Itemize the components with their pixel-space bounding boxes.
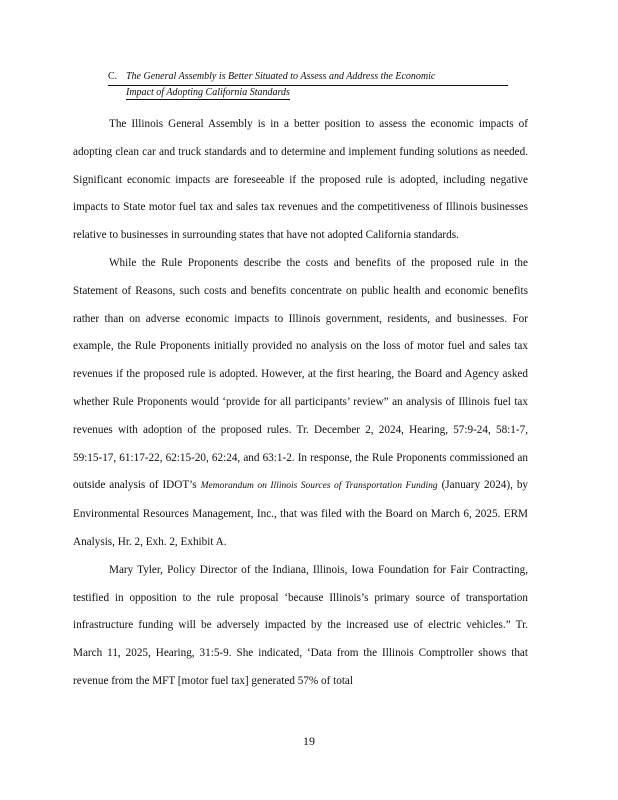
heading-letter: C. [108, 71, 118, 82]
paragraph-3: Mary Tyler, Policy Director of the Indiana, Illinois, Iowa Foundation for Fair Contracting, testified in opposition to the rule proposal ‘because Illinois’s primary source of transportation infrastructure funding will be adversely impacted by the increased use of electric vehicles.” Tr. March 11, 2025, Hearing, 31:5-9. She indicated, ‘Data from the Illinois Comptroller shows that revenue from the MFT [motor fuel tax] generated 57% of total [73, 563, 528, 687]
page-number: 19 [303, 734, 315, 748]
paragraph-2-text: While the Rule Proponents describe the costs and benefits of the proposed rule in the Statement of Reasons, such costs and benefits concentrate on public health and economic benefits rather than on adverse economic impacts to Illinois government, residents, and businesses. For example, the Rule Proponents initially provided no analysis on the loss of motor fuel and sales tax revenues if the proposed rule is adopted. However, at the first hearing, the Board and Agency asked whether Rule Proponents would ‘provide for all participants’ review” an analysis of Illinois fuel tax revenues with adoption of the proposed rules. Tr. December 2, 2024, Hearing, 57:9-24, 58:1-7, 59:15-17, 61:17-22, 62:15-20, 62:24, and 63:1-2. In response, the Rule Proponents commissioned an outside analysis of IDOT’s [73, 256, 528, 492]
section-heading [108, 70, 508, 100]
heading-line-1 [108, 70, 508, 86]
heading-text-2: Impact of Adopting California Standards [126, 87, 290, 98]
memo-title: Memorandum on Illinois Sources of Transportation Funding [200, 481, 438, 492]
paragraph-1: The Illinois General Assembly is in a better position to assess the economic impacts of adopting clean car and truck standards and to determine and implement funding solutions as needed. Significant economic impacts are foreseeable if the proposed rule is adopted, including negative impacts to State motor fuel tax and sales tax revenues and the competitiveness of Illinois businesses relative to businesses in surrounding states that have not adopted California standards. [73, 118, 528, 242]
paragraph-2 [73, 250, 528, 557]
heading-line-2 [108, 86, 508, 100]
paragraph-2-tail: (January 2024), by Environmental Resources Management, Inc., that was filed with the Board on March 6, 2025. ERM Analysis, Hr. 2, Exh. 2, Exhibit A. [73, 479, 529, 548]
heading-text-1: The General Assembly is Better Situated to Assess and Address the Economic [126, 71, 436, 82]
body-text [73, 111, 528, 696]
